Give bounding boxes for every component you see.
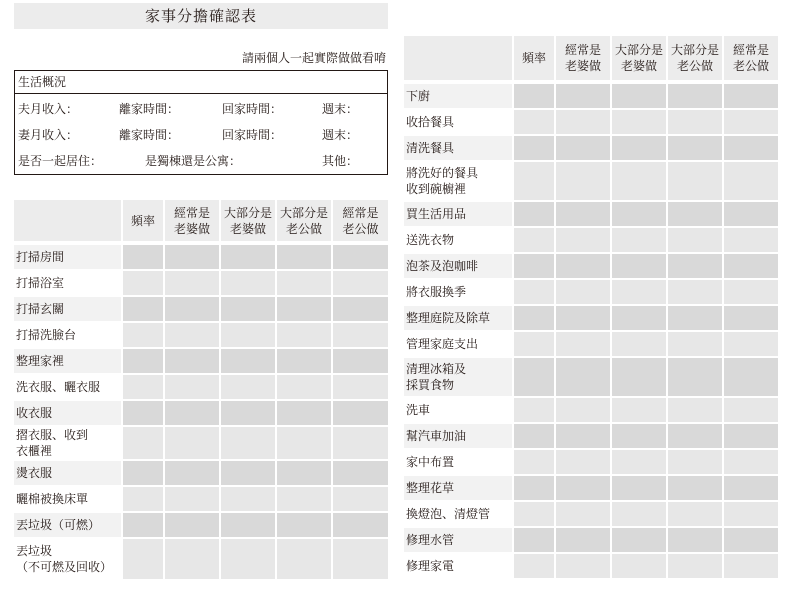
frequency-cell[interactable]	[123, 349, 165, 375]
mostly-husband-cell[interactable]	[668, 502, 724, 528]
instruction-note: 請兩個人一起實際做做看唷	[241, 51, 386, 65]
chore-label: 整理庭院及除草	[404, 306, 514, 332]
chore-label: 買生活用品	[404, 202, 514, 228]
frequency-cell[interactable]	[514, 280, 556, 306]
often-wife-cell[interactable]	[165, 245, 221, 271]
mostly-husband-cell[interactable]	[668, 228, 724, 254]
often-wife-cell[interactable]	[556, 136, 612, 162]
mostly-husband-cell[interactable]	[668, 162, 724, 202]
table-row	[14, 487, 388, 513]
frequency-cell[interactable]	[123, 487, 165, 513]
table-row	[14, 349, 388, 375]
often-wife-cell[interactable]	[556, 254, 612, 280]
frequency-cell[interactable]	[123, 375, 165, 401]
often-wife-cell[interactable]	[556, 228, 612, 254]
frequency-cell[interactable]	[123, 401, 165, 427]
divider	[15, 93, 387, 94]
often-husband-cell[interactable]	[333, 401, 388, 427]
table-row	[14, 271, 388, 297]
often-wife-cell[interactable]	[556, 528, 612, 554]
mostly-wife-cell[interactable]	[612, 254, 668, 280]
living-situation-box	[14, 70, 388, 175]
mostly-wife-cell[interactable]	[612, 398, 668, 424]
column-header-mostly-wife: 大部分是 老婆做	[612, 36, 668, 84]
frequency-cell[interactable]	[514, 502, 556, 528]
column-header-frequency: 頻率	[123, 200, 165, 245]
mostly-husband-cell[interactable]	[668, 332, 724, 358]
mostly-wife-cell[interactable]	[221, 271, 277, 297]
often-husband-cell[interactable]	[724, 424, 778, 450]
often-husband-cell[interactable]	[333, 375, 388, 401]
table-row	[14, 513, 388, 539]
table-row	[404, 254, 778, 280]
mostly-wife-cell[interactable]	[612, 528, 668, 554]
often-husband-cell[interactable]	[724, 254, 778, 280]
often-wife-cell[interactable]	[165, 349, 221, 375]
column-header-often-wife: 經常是 老婆做	[165, 200, 221, 245]
frequency-cell[interactable]	[123, 271, 165, 297]
often-wife-cell[interactable]	[556, 398, 612, 424]
frequency-cell[interactable]	[514, 528, 556, 554]
chore-label: 清理冰箱及 採買食物	[404, 358, 514, 398]
often-wife-cell[interactable]	[556, 162, 612, 202]
husband-income-label: 夫月收入：	[18, 102, 79, 116]
table-row	[404, 306, 778, 332]
mostly-wife-cell[interactable]	[612, 280, 668, 306]
mostly-husband-cell[interactable]	[277, 375, 333, 401]
chore-label: 管理家庭支出	[404, 332, 514, 358]
often-wife-cell[interactable]	[556, 202, 612, 228]
mostly-husband-cell[interactable]	[668, 554, 724, 580]
chore-label: 洗衣服、曬衣服	[14, 375, 123, 401]
column-header-mostly-husband: 大部分是 老公做	[277, 200, 333, 245]
often-husband-cell[interactable]	[724, 228, 778, 254]
mostly-husband-cell[interactable]	[668, 202, 724, 228]
often-husband-cell[interactable]	[724, 332, 778, 358]
mostly-husband-cell[interactable]	[668, 358, 724, 398]
column-header-mostly-husband: 大部分是 老公做	[668, 36, 724, 84]
chore-label: 收拾餐具	[404, 110, 514, 136]
often-husband-cell[interactable]	[333, 245, 388, 271]
often-wife-cell[interactable]	[165, 461, 221, 487]
table-row	[404, 554, 778, 580]
frequency-cell[interactable]	[123, 323, 165, 349]
mostly-husband-cell[interactable]	[277, 539, 333, 581]
mostly-husband-cell[interactable]	[668, 398, 724, 424]
often-wife-cell[interactable]	[165, 297, 221, 323]
chore-label: 將洗好的餐具 收到碗櫥裡	[404, 162, 514, 202]
header-corner	[14, 200, 123, 245]
table-row	[404, 136, 778, 162]
chore-table-left	[14, 200, 388, 581]
chore-label: 泡茶及泡咖啡	[404, 254, 514, 280]
often-husband-cell[interactable]	[333, 461, 388, 487]
often-wife-cell[interactable]	[556, 424, 612, 450]
chore-label: 修理家電	[404, 554, 514, 580]
mostly-husband-cell[interactable]	[668, 528, 724, 554]
frequency-cell[interactable]	[514, 398, 556, 424]
mostly-husband-cell[interactable]	[277, 427, 333, 461]
chore-label: 摺衣服、收到 衣櫃裡	[14, 427, 123, 461]
often-wife-cell[interactable]	[165, 487, 221, 513]
chore-label: 收衣服	[14, 401, 123, 427]
often-husband-cell[interactable]	[724, 528, 778, 554]
frequency-cell[interactable]	[514, 110, 556, 136]
chore-label: 打掃房間	[14, 245, 123, 271]
mostly-wife-cell[interactable]	[221, 427, 277, 461]
column-header-frequency: 頻率	[514, 36, 556, 84]
often-wife-cell[interactable]	[556, 306, 612, 332]
often-husband-cell[interactable]	[333, 427, 388, 461]
mostly-wife-cell[interactable]	[612, 202, 668, 228]
mostly-husband-cell[interactable]	[668, 84, 724, 110]
mostly-husband-cell[interactable]	[277, 323, 333, 349]
frequency-cell[interactable]	[514, 332, 556, 358]
mostly-husband-cell[interactable]	[277, 487, 333, 513]
table-row	[404, 358, 778, 398]
often-husband-cell[interactable]	[724, 280, 778, 306]
column-header-often-husband: 經常是 老公做	[724, 36, 778, 84]
mostly-husband-cell[interactable]	[277, 513, 333, 539]
mostly-husband-cell[interactable]	[277, 271, 333, 297]
often-wife-cell[interactable]	[165, 427, 221, 461]
chore-label: 整理花草	[404, 476, 514, 502]
mostly-wife-cell[interactable]	[221, 401, 277, 427]
table-row	[404, 528, 778, 554]
table-row	[404, 110, 778, 136]
chore-label: 丟垃圾 （不可燃及回收）	[14, 539, 123, 581]
often-wife-cell[interactable]	[556, 450, 612, 476]
often-husband-cell[interactable]	[724, 358, 778, 398]
mostly-wife-cell[interactable]	[612, 358, 668, 398]
often-husband-cell[interactable]	[333, 349, 388, 375]
frequency-cell[interactable]	[514, 84, 556, 110]
mostly-husband-cell[interactable]	[668, 306, 724, 332]
often-wife-cell[interactable]	[165, 323, 221, 349]
frequency-cell[interactable]	[514, 358, 556, 398]
chore-label: 修理水管	[404, 528, 514, 554]
house-type-label: 是獨棟還是公寓：	[145, 154, 242, 168]
mostly-wife-cell[interactable]	[612, 136, 668, 162]
chore-label: 清洗餐具	[404, 136, 514, 162]
table-row	[404, 162, 778, 202]
husband-leave-time-label: 離家時間：	[119, 102, 180, 116]
mostly-wife-cell[interactable]	[221, 349, 277, 375]
mostly-wife-cell[interactable]	[612, 332, 668, 358]
often-wife-cell[interactable]	[165, 513, 221, 539]
mostly-wife-cell[interactable]	[612, 162, 668, 202]
chore-label: 將衣服換季	[404, 280, 514, 306]
often-husband-cell[interactable]	[724, 110, 778, 136]
mostly-wife-cell[interactable]	[612, 110, 668, 136]
frequency-cell[interactable]	[514, 554, 556, 580]
husband-return-time-label: 回家時間：	[222, 102, 283, 116]
mostly-husband-cell[interactable]	[668, 254, 724, 280]
chore-label: 丟垃圾（可燃）	[14, 513, 123, 539]
often-wife-cell[interactable]	[556, 84, 612, 110]
mostly-husband-cell[interactable]	[668, 110, 724, 136]
table-row	[14, 375, 388, 401]
chore-label: 整理家裡	[14, 349, 123, 375]
frequency-cell[interactable]	[514, 162, 556, 202]
mostly-wife-cell[interactable]	[612, 424, 668, 450]
mostly-husband-cell[interactable]	[668, 424, 724, 450]
table-row	[404, 332, 778, 358]
frequency-cell[interactable]	[123, 427, 165, 461]
wife-income-label: 妻月收入：	[18, 128, 79, 142]
table-row	[14, 427, 388, 461]
table-row	[404, 228, 778, 254]
table-row	[404, 424, 778, 450]
living-together-label: 是否一起居住：	[18, 154, 103, 168]
mostly-wife-cell[interactable]	[221, 375, 277, 401]
frequency-cell[interactable]	[123, 245, 165, 271]
often-husband-cell[interactable]	[724, 136, 778, 162]
frequency-cell[interactable]	[123, 461, 165, 487]
mostly-husband-cell[interactable]	[277, 349, 333, 375]
table-row	[404, 280, 778, 306]
frequency-cell[interactable]	[514, 202, 556, 228]
table-row	[404, 398, 778, 424]
header-corner	[404, 36, 514, 84]
table-row	[14, 297, 388, 323]
mostly-wife-cell[interactable]	[612, 502, 668, 528]
other-label: 其他：	[322, 154, 359, 168]
often-husband-cell[interactable]	[724, 306, 778, 332]
often-husband-cell[interactable]	[333, 323, 388, 349]
frequency-cell[interactable]	[123, 513, 165, 539]
mostly-husband-cell[interactable]	[277, 401, 333, 427]
often-husband-cell[interactable]	[724, 162, 778, 202]
often-husband-cell[interactable]	[333, 297, 388, 323]
mostly-husband-cell[interactable]	[277, 461, 333, 487]
often-husband-cell[interactable]	[724, 476, 778, 502]
frequency-cell[interactable]	[514, 306, 556, 332]
wife-return-time-label: 回家時間：	[222, 128, 283, 142]
often-wife-cell[interactable]	[556, 554, 612, 580]
mostly-wife-cell[interactable]	[221, 513, 277, 539]
mostly-wife-cell[interactable]	[221, 487, 277, 513]
wife-leave-time-label: 離家時間：	[119, 128, 180, 142]
table-row	[14, 323, 388, 349]
chore-label: 家中布置	[404, 450, 514, 476]
table-row	[404, 476, 778, 502]
chore-label: 洗車	[404, 398, 514, 424]
table-row	[404, 84, 778, 110]
column-header-mostly-wife: 大部分是 老婆做	[221, 200, 277, 245]
frequency-cell[interactable]	[123, 297, 165, 323]
mostly-wife-cell[interactable]	[221, 539, 277, 581]
chore-table-right	[404, 36, 778, 580]
table-row	[404, 202, 778, 228]
often-wife-cell[interactable]	[556, 476, 612, 502]
mostly-husband-cell[interactable]	[668, 450, 724, 476]
table-row	[404, 502, 778, 528]
table-row	[14, 539, 388, 581]
frequency-cell[interactable]	[514, 228, 556, 254]
chore-label: 打掃玄關	[14, 297, 123, 323]
wife-weekend-label: 週末：	[322, 128, 359, 142]
chore-label: 換燈泡、清燈管	[404, 502, 514, 528]
chore-label: 打掃浴室	[14, 271, 123, 297]
chore-label: 打掃洗臉台	[14, 323, 123, 349]
mostly-husband-cell[interactable]	[277, 245, 333, 271]
chore-label: 曬棉被換床單	[14, 487, 123, 513]
chore-label: 燙衣服	[14, 461, 123, 487]
often-wife-cell[interactable]	[556, 110, 612, 136]
often-husband-cell[interactable]	[333, 487, 388, 513]
table-row	[14, 461, 388, 487]
mostly-wife-cell[interactable]	[612, 554, 668, 580]
mostly-husband-cell[interactable]	[668, 476, 724, 502]
chore-label: 幫汽車加油	[404, 424, 514, 450]
often-husband-cell[interactable]	[724, 450, 778, 476]
often-wife-cell[interactable]	[556, 332, 612, 358]
often-husband-cell[interactable]	[724, 554, 778, 580]
mostly-husband-cell[interactable]	[668, 280, 724, 306]
often-wife-cell[interactable]	[165, 539, 221, 581]
mostly-husband-cell[interactable]	[277, 297, 333, 323]
chore-label: 送洗衣物	[404, 228, 514, 254]
often-husband-cell[interactable]	[333, 271, 388, 297]
living-heading: 生活概況	[18, 75, 67, 89]
frequency-cell[interactable]	[514, 136, 556, 162]
often-husband-cell[interactable]	[724, 202, 778, 228]
often-wife-cell[interactable]	[556, 502, 612, 528]
mostly-wife-cell[interactable]	[612, 476, 668, 502]
frequency-cell[interactable]	[123, 539, 165, 581]
frequency-cell[interactable]	[514, 450, 556, 476]
table-row	[404, 450, 778, 476]
mostly-wife-cell[interactable]	[612, 84, 668, 110]
table-row	[14, 245, 388, 271]
mostly-wife-cell[interactable]	[221, 323, 277, 349]
often-wife-cell[interactable]	[165, 271, 221, 297]
often-husband-cell[interactable]	[724, 502, 778, 528]
mostly-wife-cell[interactable]	[221, 461, 277, 487]
often-wife-cell[interactable]	[556, 358, 612, 398]
frequency-cell[interactable]	[514, 254, 556, 280]
frequency-cell[interactable]	[514, 424, 556, 450]
often-wife-cell[interactable]	[165, 375, 221, 401]
often-husband-cell[interactable]	[333, 513, 388, 539]
frequency-cell[interactable]	[514, 476, 556, 502]
mostly-wife-cell[interactable]	[612, 306, 668, 332]
chore-label: 下廚	[404, 84, 514, 110]
form-title: 家事分擔確認表	[14, 3, 388, 29]
mostly-wife-cell[interactable]	[612, 450, 668, 476]
table-row	[14, 401, 388, 427]
column-header-often-husband: 經常是 老公做	[333, 200, 388, 245]
husband-weekend-label: 週末：	[322, 102, 359, 116]
mostly-husband-cell[interactable]	[668, 136, 724, 162]
often-husband-cell[interactable]	[333, 539, 388, 581]
often-wife-cell[interactable]	[165, 401, 221, 427]
often-husband-cell[interactable]	[724, 84, 778, 110]
mostly-wife-cell[interactable]	[221, 297, 277, 323]
mostly-wife-cell[interactable]	[221, 245, 277, 271]
often-husband-cell[interactable]	[724, 398, 778, 424]
often-wife-cell[interactable]	[556, 280, 612, 306]
column-header-often-wife: 經常是 老婆做	[556, 36, 612, 84]
mostly-wife-cell[interactable]	[612, 228, 668, 254]
